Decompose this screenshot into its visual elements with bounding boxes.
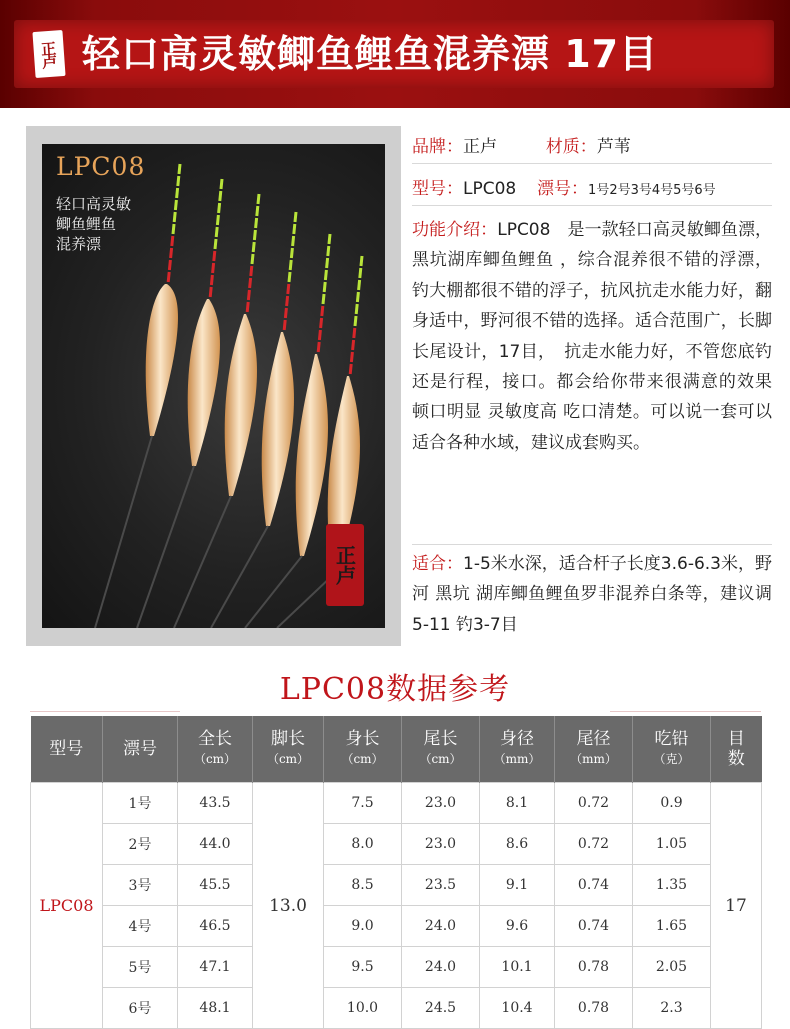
header-unit: 数 [727,749,745,769]
brand-material-row [412,132,631,157]
float-body [188,299,220,466]
tail-diameter-cell: 0.72 [555,824,633,865]
float-antenna-segment [213,263,214,273]
lead-weight-cell: 2.05 [633,947,711,988]
feature-text: LPC08 是一款轻口高灵敏鲫鱼漂， 黑坑湖库鲫鱼鲤鱼 ，综合混养很不错的浮漂，钓大棚都很不错的浮子，抗风抗走水能力好，翻身适中，野河很不错的选择。适合范围广，长脚长尾设计，17目， 抗走水能力好，不管您底钓还是行程，接口。都会给你带来很满意的效果 顿口明显 灵敏度高 吃口清楚。可以说一套可以适合各种水域，建议成套购买。 [412,220,772,453]
page-title: 轻口高灵敏鲫鱼鲤鱼混养漂 17目 [82,32,659,76]
float-antenna-segment [351,352,352,362]
tail-diameter-cell: 0.74 [555,865,633,906]
divider [412,163,772,164]
total-length-cell: 47.1 [178,947,253,988]
table-row [31,906,762,947]
float-number-cell: 2号 [103,824,178,865]
header-label: 目 [727,729,745,749]
suitability-text: 1-5米水深，适合杆子长度3.6-6.3米，野河 黑坑 湖库鲫鱼鲤鱼罗非混养白条等，建议调5-11 钓3-7目 [412,554,772,635]
body-length-cell: 9.5 [324,947,402,988]
header-foot-length [253,716,324,783]
float-number-cell: 5号 [103,947,178,988]
float-number-cell: 1号 [103,783,178,824]
float-antenna-segment [288,284,289,294]
float-antenna-segment [359,280,360,290]
heading-rule-right [610,711,761,712]
tail-diameter-cell: 0.72 [555,783,633,824]
lead-weight-cell: 1.35 [633,865,711,906]
total-length-cell: 48.1 [178,988,253,1029]
header-tail-length [402,716,480,783]
header-label: 身长 [345,729,380,749]
body-length-cell: 9.0 [324,906,402,947]
float-antenna-segment [253,242,254,252]
model-cell: LPC08 [31,783,103,1029]
title-banner [0,0,790,108]
float-antenna-segment [360,268,361,278]
float-body [146,284,178,436]
float-antenna-segment [172,236,173,246]
float-leg [245,556,302,628]
suitability-description [412,549,772,640]
float-number-cell: 3号 [103,865,178,906]
header-label: 型号 [49,739,84,759]
float-antenna-segment [221,179,222,189]
header-unit: （mm） [493,752,541,766]
float-antenna-segment [168,272,169,282]
photo-caption-line-3: 混养漂 [56,235,102,253]
body-length-cell: 10.0 [324,988,402,1029]
data-reference-title: LPC08数据参考 [279,672,511,707]
float-antenna-segment [252,254,253,264]
float-number-label: 漂号： [537,179,589,199]
float-antenna-segment [179,164,180,174]
float-leg [211,526,268,628]
float-antenna-segment [295,212,296,222]
float-number-cell: 6号 [103,988,178,1029]
body-length-cell: 7.5 [324,783,402,824]
suitability-label: 适合： [412,554,464,574]
float-antenna-segment [322,306,323,316]
header-unit: （cm） [266,752,310,766]
float-antenna-segment [355,316,356,326]
float-antenna-segment [327,258,328,268]
float-antenna-segment [254,230,255,240]
mesh-cell: 17 [711,783,762,1029]
lead-weight-cell: 1.65 [633,906,711,947]
divider [412,205,772,206]
header-label: 漂号 [123,739,157,759]
float-antenna-segment [175,200,176,210]
float-antenna-segment [210,287,211,297]
tail-length-cell: 24.0 [402,947,480,988]
float-antenna-segment [321,318,322,328]
spec-table [30,716,762,1029]
float-number-value: 1号2号3号4号5号6号 [588,183,716,198]
brand-label: 品牌： [412,137,463,157]
float-antenna-segment [291,248,292,258]
float-antenna-segment [294,224,295,234]
float-antenna-segment [169,260,170,270]
float-antenna-segment [173,224,174,234]
float-antenna-segment [214,251,215,261]
photo-stamp-logo [326,524,364,606]
float-antenna-segment [290,260,291,270]
float-antenna-segment [219,203,220,213]
tail-length-cell: 24.0 [402,906,480,947]
seal-text: 正卢 [38,40,59,68]
product-photo-image [42,144,385,628]
header-unit: （cm） [341,752,384,766]
float-antenna-segment [287,296,288,306]
tail-length-cell: 23.0 [402,824,480,865]
table-row [31,988,762,1029]
feature-description [412,215,772,458]
float-antenna-segment [284,320,285,330]
heading-rule-left [30,711,180,712]
table-row [31,783,762,824]
body-diameter-cell: 9.6 [480,906,555,947]
header-body-diameter [480,716,555,783]
header-unit: （cm） [419,752,462,766]
header-unit: （mm） [570,752,617,766]
lead-weight-cell: 0.9 [633,783,711,824]
header-unit: （克） [653,752,690,766]
model-float-row [412,174,716,199]
tail-diameter-cell: 0.74 [555,906,633,947]
header-total-length [178,716,253,783]
float-antenna-segment [258,194,259,204]
float-antenna-segment [215,239,216,249]
total-length-cell: 43.5 [178,783,253,824]
float-antenna-segment [177,188,178,198]
total-length-cell: 46.5 [178,906,253,947]
header-float-number [103,716,178,783]
float-antenna-segment [171,248,172,258]
header-body-length [324,716,402,783]
header-label: 尾径 [576,729,611,749]
header-mesh [711,716,762,783]
tail-length-cell: 23.5 [402,865,480,906]
float-body [296,354,328,556]
header-label: 身径 [500,729,534,749]
header-label: 尾长 [423,729,458,749]
header-model [31,716,103,783]
product-photo [26,126,401,646]
float-body [225,314,257,496]
model-label: 型号： [412,179,463,199]
float-antenna-segment [323,294,324,304]
material-value: 芦苇 [596,137,631,157]
body-diameter-cell: 10.4 [480,988,555,1029]
feature-label: 功能介绍： [412,220,498,240]
material-label: 材质： [545,137,597,157]
total-length-cell: 44.0 [178,824,253,865]
float-antenna-segment [178,176,179,186]
body-diameter-cell: 8.6 [480,824,555,865]
float-antenna-segment [361,256,362,266]
model-value: LPC08 [463,179,517,199]
float-antenna-segment [318,342,319,352]
float-antenna-segment [293,236,294,246]
header-label: 吃铅 [654,729,689,749]
float-antenna-segment [211,275,212,285]
banner-panel [14,20,774,88]
header-label: 脚长 [271,729,305,749]
total-length-cell: 45.5 [178,865,253,906]
photo-stamp-text: 正卢 [332,545,357,585]
float-body [262,332,294,526]
header-tail-diameter [555,716,633,783]
float-antenna-segment [328,246,329,256]
float-antenna-segment [251,266,252,276]
body-diameter-cell: 8.1 [480,783,555,824]
table-row [31,947,762,988]
photo-caption-line-2: 鲫鱼鲤鱼 [56,215,117,233]
float-antenna-segment [248,290,249,300]
table-row [31,824,762,865]
lead-weight-cell: 1.05 [633,824,711,865]
float-antenna-segment [356,304,357,314]
float-antenna-segment [257,206,258,216]
brand-seal-logo [32,30,65,78]
header-label: 全长 [198,729,232,749]
body-length-cell: 8.5 [324,865,402,906]
tail-length-cell: 24.5 [402,988,480,1029]
float-antenna-segment [220,191,221,201]
table-row [31,865,762,906]
tail-length-cell: 23.0 [402,783,480,824]
tail-diameter-cell: 0.78 [555,988,633,1029]
float-antenna-segment [217,215,218,225]
float-antenna-segment [174,212,175,222]
float-antenna-segment [325,270,326,280]
float-antenna-segment [256,218,257,228]
float-antenna-segment [247,302,248,312]
table-body [31,783,762,1029]
float-antenna-segment [324,282,325,292]
body-diameter-cell: 10.1 [480,947,555,988]
float-antenna-segment [354,328,355,338]
divider [412,544,772,545]
float-antenna-segment [357,292,358,302]
body-length-cell: 8.0 [324,824,402,865]
float-number-cell: 4号 [103,906,178,947]
photo-caption-line-1: 轻口高灵敏 [56,195,132,213]
float-antenna-segment [289,272,290,282]
float-antenna-segment [319,330,320,340]
float-antenna-segment [285,308,286,318]
lead-weight-cell: 2.3 [633,988,711,1029]
float-antenna-segment [353,340,354,350]
photo-model-label: LPC08 [56,152,146,181]
float-antenna-segment [216,227,217,237]
header-unit: （cm） [193,752,237,766]
float-antenna-segment [350,364,351,374]
float-leg [95,436,152,628]
float-antenna-segment [250,278,251,288]
table-header-row [31,716,762,783]
tail-diameter-cell: 0.78 [555,947,633,988]
brand-value: 正卢 [463,137,497,157]
body-diameter-cell: 9.1 [480,865,555,906]
float-antenna-segment [329,234,330,244]
header-lead-weight [633,716,711,783]
foot-length-cell: 13.0 [253,783,324,1029]
